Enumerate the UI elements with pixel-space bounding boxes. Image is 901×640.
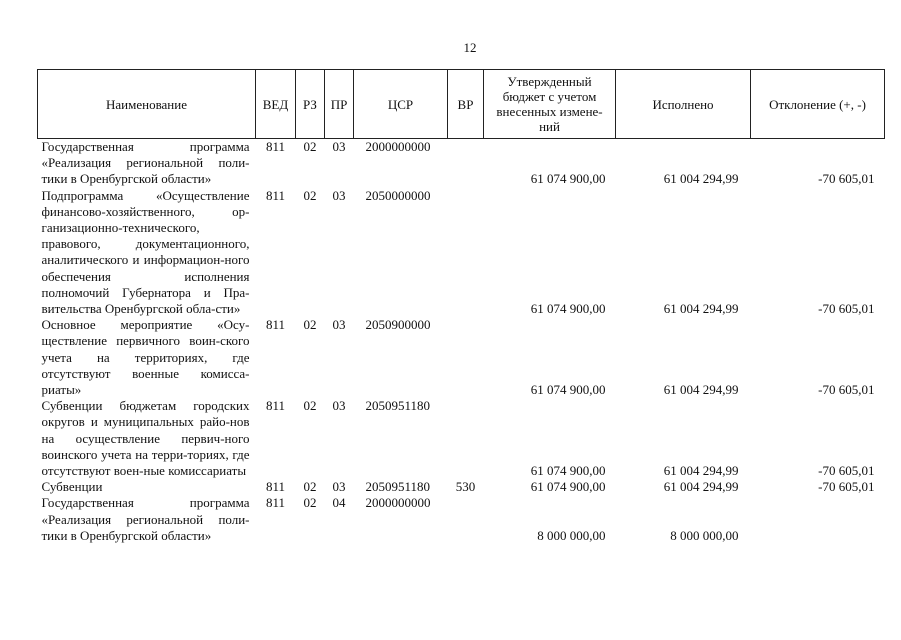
- table-row: [38, 398, 885, 479]
- budget-table: [37, 69, 885, 544]
- table-row: [38, 479, 885, 495]
- row-pr: 03: [332, 139, 346, 154]
- row-approved: 61 074 900,00: [530, 382, 606, 398]
- header-executed: Исполнено: [616, 70, 751, 139]
- row-name: Государственная программа «Реализация региональной поли-тики в Оренбургской области»: [41, 139, 250, 187]
- row-name: Субвенции: [41, 479, 103, 495]
- row-csr: 2050900000: [365, 317, 431, 333]
- table-row: [38, 317, 885, 398]
- row-executed: 61 004 294,99: [663, 463, 739, 479]
- row-pr: 03: [332, 398, 346, 414]
- page-number: 12: [463, 40, 477, 55]
- header-approved: Утвержденный бюджет с учетом внесенных измене-ний: [484, 70, 616, 139]
- row-pr: 04: [332, 495, 346, 511]
- row-vr: 530: [455, 479, 476, 495]
- header-ved: ВЕД: [256, 70, 296, 139]
- row-deviation: -70 605,01: [818, 382, 875, 398]
- row-ved: 811: [265, 317, 286, 333]
- row-approved: 61 074 900,00: [530, 479, 606, 495]
- row-ved: 811: [265, 398, 286, 414]
- table-header-row: [38, 70, 885, 139]
- row-pr: 03: [332, 317, 346, 333]
- row-vr: [448, 317, 484, 398]
- row-approved: 61 074 900,00: [530, 463, 606, 479]
- row-csr: 2050000000: [365, 187, 431, 203]
- header-rz: РЗ: [296, 70, 325, 139]
- table-row: [38, 139, 885, 188]
- row-rz: 02: [303, 187, 317, 203]
- row-vr: [448, 398, 484, 479]
- header-vr: ВР: [448, 70, 484, 139]
- row-deviation: -70 605,01: [818, 171, 875, 187]
- header-csr: ЦСР: [354, 70, 448, 139]
- row-approved: 8 000 000,00: [537, 527, 606, 543]
- row-executed: 61 004 294,99: [663, 479, 739, 495]
- header-deviation: Отклонение (+, -): [751, 70, 885, 139]
- row-name: Основное мероприятие «Осу-ществление первичного воин-ского учета на территориях, где отсутствуют военные комисса-риаты»: [41, 317, 250, 398]
- row-vr: [448, 495, 484, 544]
- row-ved: 811: [265, 479, 286, 495]
- row-executed: 61 004 294,99: [663, 171, 739, 187]
- row-executed: 61 004 294,99: [663, 382, 739, 398]
- row-vr: [448, 188, 484, 318]
- row-rz: 02: [303, 398, 317, 414]
- row-approved: 61 074 900,00: [530, 171, 606, 187]
- row-deviation: -70 605,01: [818, 301, 875, 317]
- row-name: Государственная программа «Реализация региональной поли-тики в Оренбургской области»: [41, 495, 250, 543]
- row-pr: 03: [332, 479, 346, 495]
- row-ved: 811: [265, 139, 286, 154]
- row-csr: 2050951180: [365, 398, 431, 414]
- row-name: Субвенции бюджетам городских округов и муниципальных райо-нов на осуществление первич-ного воинского учета на терри-ториях, где отсутствуют воен-ные комиссариаты: [41, 398, 250, 479]
- row-ved: 811: [265, 187, 286, 203]
- row-name: Подпрограмма «Осуществление финансово-хозяйственного, ор-ганизационно-технического, правового, документационного, аналитического и информацион-ного обеспечения исполнения полномочий Губернатора и Пра-вительства Оренбургской обла-сти»: [41, 187, 250, 317]
- row-rz: 02: [303, 139, 317, 154]
- row-approved: 61 074 900,00: [530, 301, 606, 317]
- row-deviation: [751, 495, 885, 544]
- table-row: [38, 495, 885, 544]
- row-rz: 02: [303, 479, 317, 495]
- row-csr: 2000000000: [365, 139, 431, 154]
- row-deviation: -70 605,01: [818, 479, 875, 495]
- header-name: Наименование: [38, 70, 256, 139]
- row-deviation: -70 605,01: [818, 463, 875, 479]
- row-ved: 811: [265, 495, 286, 511]
- row-pr: 03: [332, 187, 346, 203]
- row-csr: 2050951180: [365, 479, 431, 495]
- row-rz: 02: [303, 495, 317, 511]
- header-pr: ПР: [325, 70, 354, 139]
- row-executed: 8 000 000,00: [670, 527, 739, 543]
- row-vr: [448, 139, 484, 188]
- row-executed: 61 004 294,99: [663, 301, 739, 317]
- row-rz: 02: [303, 317, 317, 333]
- row-csr: 2000000000: [365, 495, 431, 511]
- table-row: [38, 188, 885, 318]
